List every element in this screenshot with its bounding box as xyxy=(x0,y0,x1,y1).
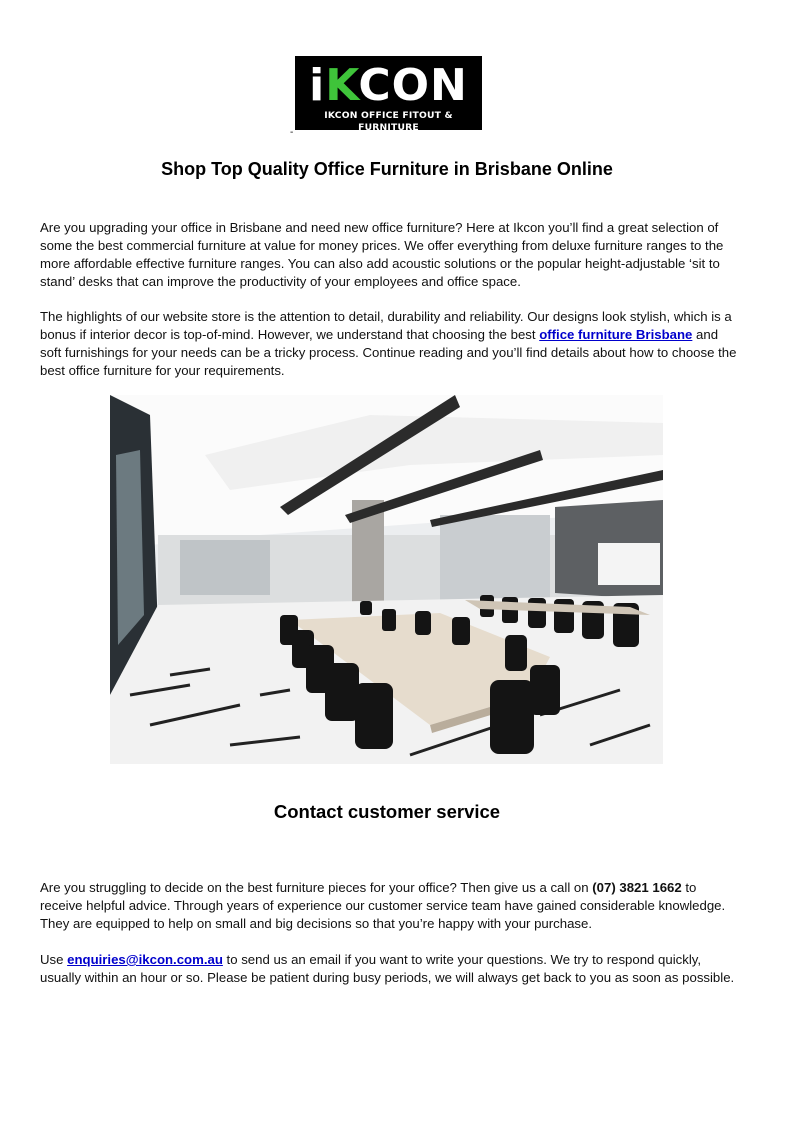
email-text-after: to send us an email if you want to write your questions. We try to respond quickly, usually within an hour or so. Please be patient during busy periods, we will always get back to you as soon as possible. xyxy=(40,952,735,985)
chair-8 xyxy=(505,635,527,671)
highlights-text-before: The highlights of our website store is the attention to detail, durability and reliability. Our designs look stylish, which is a bonus if interior decor is top-of-mind. However, we understand that choosing the best xyxy=(40,309,732,342)
chair-5 xyxy=(355,683,393,749)
stray-mark: - xyxy=(290,127,294,138)
phone-number: (07) 3821 1662 xyxy=(592,880,682,895)
chair-4 xyxy=(325,663,359,721)
chair-12 xyxy=(360,601,372,615)
highlights-text-after: and soft furnishings for your needs can be a tricky process. Continue reading and you’ll find details about how to choose the best office furniture for your requirements. xyxy=(40,327,737,378)
email-paragraph xyxy=(40,951,740,987)
glass-room xyxy=(440,515,550,605)
whiteboard xyxy=(598,543,660,585)
logo-wordmark xyxy=(295,62,482,110)
highlights-paragraph xyxy=(40,308,740,380)
chair-6 xyxy=(490,680,534,754)
kitchen-area xyxy=(180,540,270,595)
office-furniture-link[interactable]: office furniture Brisbane xyxy=(539,327,693,342)
email-link[interactable]: enquiries@ikcon.com.au xyxy=(67,952,223,967)
contact-heading: Contact customer service xyxy=(273,801,501,822)
chair-11 xyxy=(382,609,396,631)
window-pane xyxy=(116,450,144,645)
email-text-before: Use xyxy=(40,952,68,967)
call-text-after: to receive helpful advice. Through years of experience our customer service team have gained considerable knowledge. They are equipped to help on small and big decisions so that you’re happy with your purchase. xyxy=(40,880,726,931)
intro-paragraph: Are you upgrading your office in Brisbane and need new office furniture? Here at Ikcon you’ll find a great selection of some the best commercial furniture at value for money prices. We offer everything from deluxe furniture ranges to the more affordable effective furniture ranges. You can also add acoustic solutions or the popular height-adjustable ‘sit to stand’ desks that can improve the productivity of your employees and office space. xyxy=(40,220,724,289)
page-title: Shop Top Quality Office Furniture in Brisbane Online xyxy=(161,159,613,179)
chair-15 xyxy=(528,598,546,628)
chair-9 xyxy=(452,617,470,645)
logo-letter-k: K xyxy=(325,60,359,111)
logo-letters-con: CON xyxy=(358,60,468,111)
office-boardroom-photo xyxy=(110,395,663,764)
logo-tagline: IKCON OFFICE FITOUT & FURNITURE xyxy=(324,110,453,133)
chair-10 xyxy=(415,611,431,635)
ikcon-logo xyxy=(295,56,482,133)
logo-letter-i: i xyxy=(309,60,326,111)
call-paragraph xyxy=(40,879,740,933)
call-text-before: Are you struggling to decide on the best furniture pieces for your office? Then give us a call on xyxy=(40,880,593,895)
chair-7 xyxy=(530,665,560,715)
